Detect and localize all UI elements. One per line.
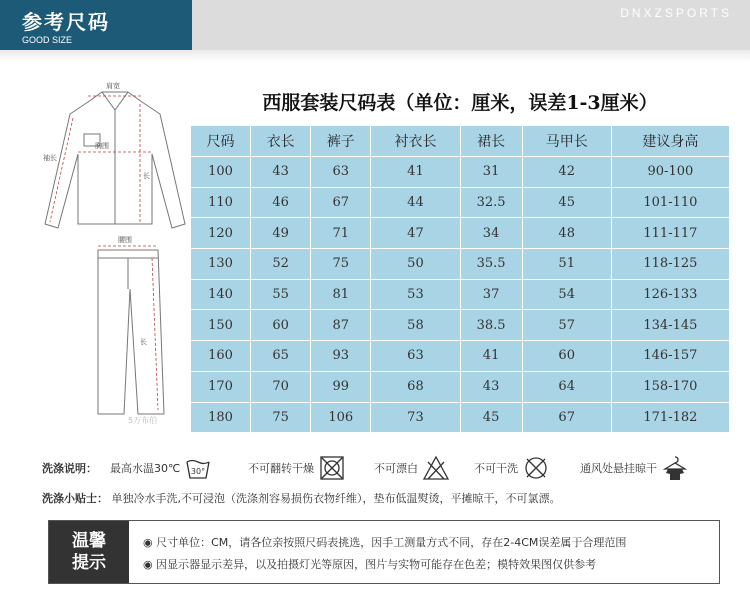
table-row: [191, 279, 730, 310]
table-cell: 32.5: [460, 187, 522, 218]
table-cell: 170: [191, 371, 251, 402]
table-cell: 45: [460, 402, 522, 433]
table-cell: 34: [460, 218, 522, 249]
table-cell: 67: [522, 402, 611, 433]
hang-dry-icon: [661, 454, 689, 482]
table-header-row: [191, 126, 730, 157]
chest-label: 胸围: [95, 142, 109, 150]
column-header: 衣长: [251, 126, 311, 157]
table-cell: 90-100: [611, 157, 729, 188]
notice-item: [143, 534, 626, 550]
table-cell: 75: [251, 402, 311, 433]
table-cell: 54: [522, 279, 611, 310]
table-cell: 71: [311, 218, 371, 249]
table-cell: 120: [191, 218, 251, 249]
care-text: 不可干洗: [474, 462, 518, 475]
page-title: 参考尺码: [22, 10, 110, 34]
table-cell: 31: [460, 157, 522, 188]
watermark: 5万布伯: [128, 416, 158, 425]
notice-heading-line-2: 提示: [72, 553, 106, 573]
waist-label: 腰围: [118, 236, 132, 244]
table-cell: 171-182: [611, 402, 729, 433]
table-cell: 146-157: [611, 341, 729, 372]
table-cell: 101-110: [611, 187, 729, 218]
notice-heading: [49, 521, 129, 583]
table-row: [191, 249, 730, 280]
header-title-block: [0, 0, 192, 50]
table-cell: 37: [460, 279, 522, 310]
notice-heading-line-1: 温馨: [72, 531, 106, 551]
column-header: 裙长: [460, 126, 522, 157]
care-label: 洗涤说明：: [42, 462, 97, 475]
table-row: [191, 341, 730, 372]
no-bleach-icon: [422, 454, 450, 482]
table-cell: 134-145: [611, 310, 729, 341]
care-item-bleach: [374, 452, 450, 484]
table-cell: 63: [371, 341, 460, 372]
table-cell: 43: [251, 157, 311, 188]
table-cell: 67: [311, 187, 371, 218]
page-subtitle: GOOD SIZE: [22, 35, 73, 45]
table-cell: 60: [522, 341, 611, 372]
care-instructions: [42, 452, 742, 486]
care-text: 不可漂白: [374, 462, 418, 475]
table-cell: 58: [371, 310, 460, 341]
table-cell: 65: [251, 341, 311, 372]
notice-box: [48, 520, 720, 584]
care-item-wash: [110, 452, 212, 484]
garment-drawing: [40, 74, 190, 434]
table-row: [191, 310, 730, 341]
table-cell: 41: [460, 341, 522, 372]
table-row: [191, 187, 730, 218]
tip-text: 单独冷水手洗,不可浸泡（洗涤剂容易损伤衣物纤维），垫布低温熨烫，平摊晾干，不可氯漂。: [111, 492, 561, 505]
notice-text: 尺寸单位：CM，请各位亲按照尺码表挑选，因手工测量方式不同，存在2-4CM误差属于合理范围: [156, 536, 627, 549]
table-cell: 111-117: [611, 218, 729, 249]
column-header: 马甲长: [522, 126, 611, 157]
table-row: [191, 402, 730, 433]
column-header: 建议身高: [611, 126, 729, 157]
table-cell: 180: [191, 402, 251, 433]
table-cell: 150: [191, 310, 251, 341]
table-cell: 160: [191, 341, 251, 372]
table-cell: 110: [191, 187, 251, 218]
table-row: [191, 371, 730, 402]
table-cell: 118-125: [611, 249, 729, 280]
table-cell: 45: [522, 187, 611, 218]
shoulder-label: 肩宽: [106, 82, 120, 90]
bullet-icon: ◉: [143, 536, 153, 549]
care-item-dryclean: [474, 452, 550, 484]
table-cell: 41: [371, 157, 460, 188]
care-text: 不可翻转干燥: [248, 462, 314, 475]
size-table-title: 西服套装尺码表（单位：厘米，误差1-3厘米）: [262, 92, 658, 114]
table-cell: 68: [371, 371, 460, 402]
table-cell: 42: [522, 157, 611, 188]
table-cell: 75: [311, 249, 371, 280]
table-cell: 81: [311, 279, 371, 310]
care-item-hang: [580, 452, 689, 484]
header-shadow: [0, 50, 750, 62]
table-cell: 73: [371, 402, 460, 433]
table-cell: 38.5: [460, 310, 522, 341]
no-dry-clean-icon: [522, 454, 550, 482]
table-cell: 99: [311, 371, 371, 402]
wash-30-icon: [184, 454, 212, 482]
table-cell: 158-170: [611, 371, 729, 402]
table-cell: 53: [371, 279, 460, 310]
table-cell: 70: [251, 371, 311, 402]
table-cell: 48: [522, 218, 611, 249]
table-cell: 52: [251, 249, 311, 280]
notice-item: [143, 556, 596, 572]
care-item-tumble: [248, 452, 346, 484]
table-cell: 93: [311, 341, 371, 372]
brand-name: DNXZSPORTS: [620, 6, 732, 20]
table-cell: 64: [522, 371, 611, 402]
table-row: [191, 218, 730, 249]
table-cell: 126-133: [611, 279, 729, 310]
table-cell: 50: [371, 249, 460, 280]
table-cell: 60: [251, 310, 311, 341]
table-cell: 51: [522, 249, 611, 280]
table-cell: 130: [191, 249, 251, 280]
table-cell: 49: [251, 218, 311, 249]
pants-length-label: 长: [140, 338, 147, 346]
table-cell: 140: [191, 279, 251, 310]
table-cell: 57: [522, 310, 611, 341]
table-cell: 106: [311, 402, 371, 433]
column-header: 裤子: [311, 126, 371, 157]
table-cell: 47: [371, 218, 460, 249]
table-cell: 43: [460, 371, 522, 402]
washing-tip: [42, 490, 742, 506]
table-cell: 63: [311, 157, 371, 188]
table-cell: 44: [371, 187, 460, 218]
care-label-block: [42, 452, 97, 484]
table-cell: 46: [251, 187, 311, 218]
sleeve-label: 袖长: [43, 154, 57, 162]
care-text: 通风处悬挂晾干: [580, 462, 657, 475]
table-cell: 87: [311, 310, 371, 341]
bullet-icon: ◉: [143, 558, 153, 571]
garment-illustration: [40, 74, 190, 434]
table-row: [191, 157, 730, 188]
table-cell: 55: [251, 279, 311, 310]
shirt-length-label: 长: [143, 172, 150, 180]
no-tumble-dry-icon: [318, 454, 346, 482]
table-cell: 100: [191, 157, 251, 188]
table-cell: 35.5: [460, 249, 522, 280]
wash-temp-text: 30°: [191, 467, 206, 476]
size-table: [190, 125, 730, 433]
tip-label: 洗涤小贴士：: [42, 492, 108, 505]
care-text: 最高水温30℃: [110, 462, 181, 475]
notice-text: 因显示器显示差异，以及拍摄灯光等原因，图片与实物可能存在色差；模特效果图仅供参考: [156, 558, 597, 571]
column-header: 尺码: [191, 126, 251, 157]
header-bar: [0, 0, 750, 50]
column-header: 衬衣长: [371, 126, 460, 157]
